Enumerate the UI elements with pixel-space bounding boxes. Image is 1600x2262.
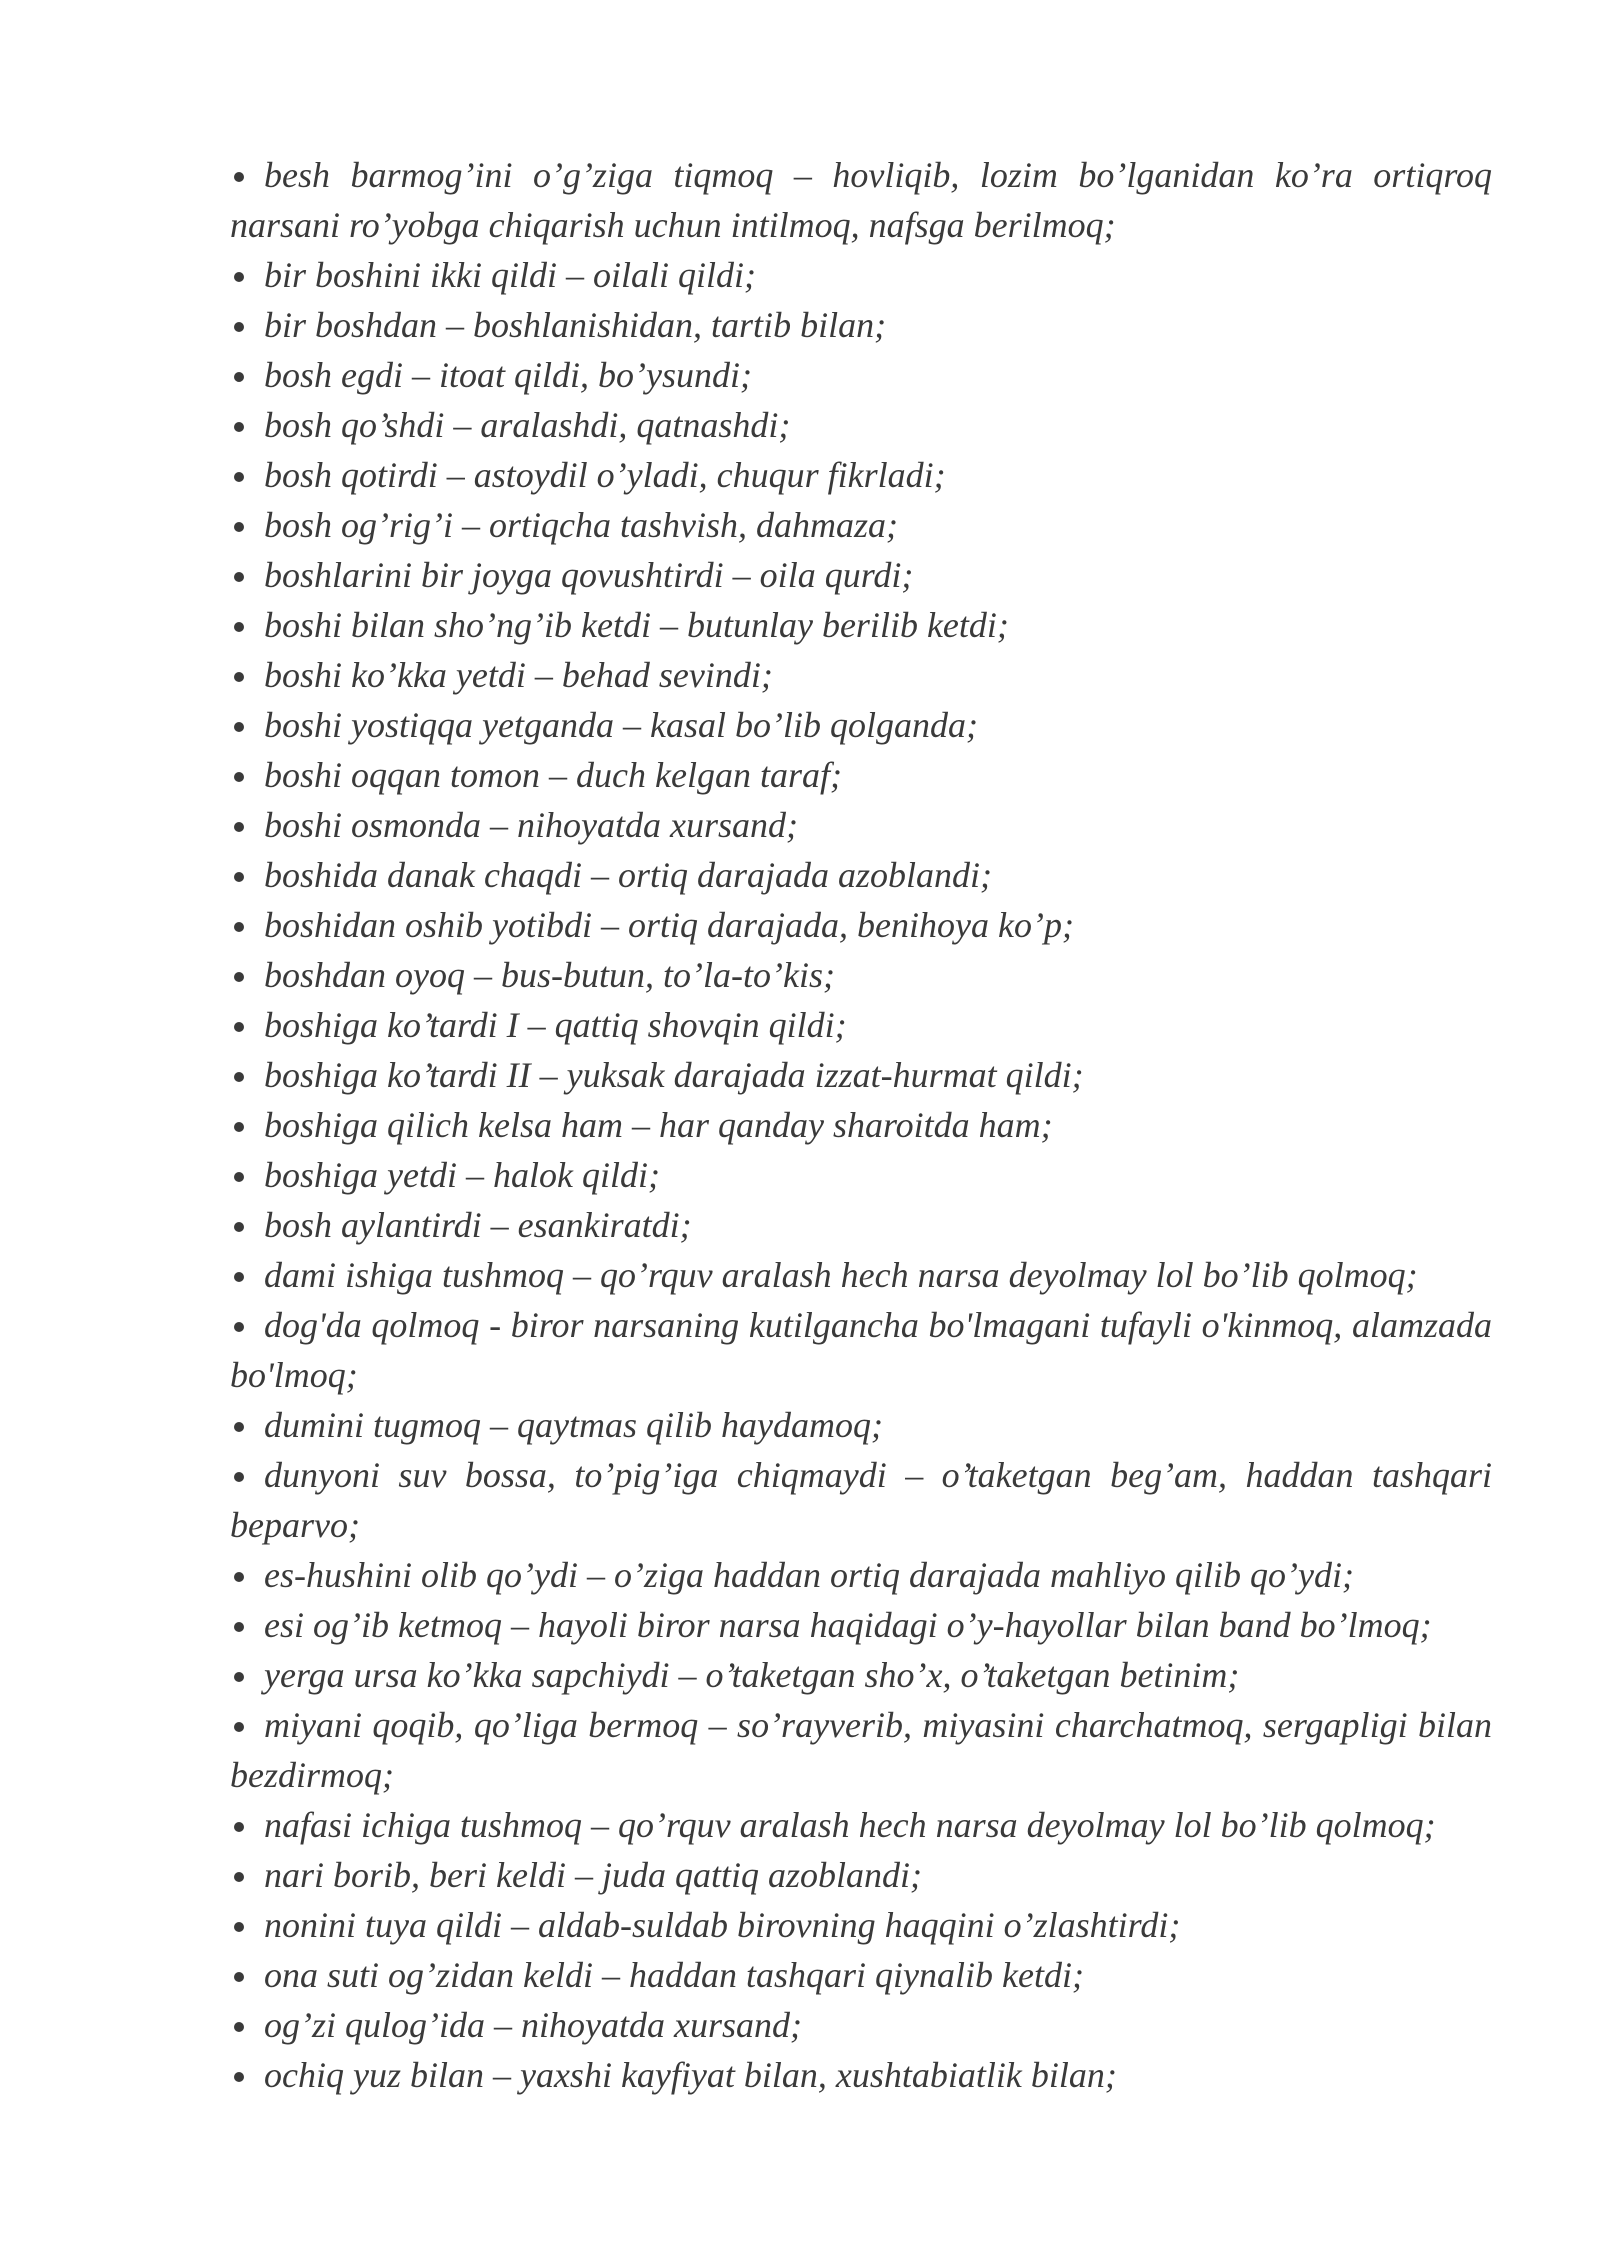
list-item-text: dumini tugmoq – qaytmas qilib haydamoq;: [264, 1405, 883, 1445]
list-item: [230, 500, 1492, 550]
bullet-icon: [234, 822, 244, 832]
list-item-text: bosh aylantirdi – esankiratdi;: [264, 1205, 692, 1245]
bullet-icon: [234, 1272, 244, 1282]
bullet-icon: [234, 622, 244, 632]
list-item-text: ochiq yuz bilan – yaxshi kayfiyat bilan, xushtabiatlik bilan;: [264, 2055, 1117, 2095]
list-item-text: boshida danak chaqdi – ortiq darajada azoblandi;: [264, 855, 992, 895]
bullet-icon: [234, 172, 244, 182]
list-item: [230, 650, 1492, 700]
list-item: [230, 1900, 1492, 1950]
list-item-text: esi og’ib ketmoq – hayoli biror narsa haqidagi o’y-hayollar bilan band bo’lmoq;: [264, 1605, 1432, 1645]
list-item-text: bosh qo’shdi – aralashdi, qatnashdi;: [264, 405, 791, 445]
bullet-icon: [234, 872, 244, 882]
list-item: [230, 400, 1492, 450]
bullet-icon: [234, 672, 244, 682]
list-item-text: besh barmog’ini o’g’ziga tiqmoq – hovliqib, lozim bo’lganidan ko’ra ortiqroq narsani ro’yobga chiqarish uchun intilmoq, nafsga berilmoq;: [230, 155, 1492, 245]
list-item: [230, 300, 1492, 350]
list-item-text: bosh egdi – itoat qildi, bo’ysundi;: [264, 355, 752, 395]
idiom-list: [230, 150, 1492, 2100]
list-item-text: boshiga qilich kelsa ham – har qanday sharoitda ham;: [264, 1105, 1053, 1145]
bullet-icon: [234, 522, 244, 532]
list-item: [230, 2050, 1492, 2100]
bullet-icon: [234, 1672, 244, 1682]
list-item: [230, 1700, 1492, 1800]
list-item-text: boshiga ko’tardi I – qattiq shovqin qildi;: [264, 1005, 847, 1045]
bullet-icon: [234, 2072, 244, 2082]
list-item: [230, 350, 1492, 400]
list-item: [230, 250, 1492, 300]
list-item-text: boshlarini bir joyga qovushtirdi – oila qurdi;: [264, 555, 914, 595]
list-item: [230, 1850, 1492, 1900]
bullet-icon: [234, 1122, 244, 1132]
list-item: [230, 1000, 1492, 1050]
list-item: [230, 550, 1492, 600]
list-item-text: boshiga ko’tardi II – yuksak darajada izzat-hurmat qildi;: [264, 1055, 1084, 1095]
bullet-icon: [234, 922, 244, 932]
list-item: [230, 1150, 1492, 1200]
list-item: [230, 1300, 1492, 1400]
bullet-icon: [234, 372, 244, 382]
list-item-text: nonini tuya qildi – aldab-suldab birovning haqqini o’zlashtirdi;: [264, 1905, 1181, 1945]
list-item: [230, 950, 1492, 1000]
bullet-icon: [234, 1022, 244, 1032]
bullet-icon: [234, 1172, 244, 1182]
list-item-text: og’zi qulog’ida – nihoyatda xursand;: [264, 2005, 802, 2045]
list-item-text: ona suti og’zidan keldi – haddan tashqari qiynalib ketdi;: [264, 1955, 1084, 1995]
bullet-icon: [234, 1072, 244, 1082]
list-item-text: dunyoni suv bossa, to’pig’iga chiqmaydi – o’taketgan beg’am, haddan tashqari beparvo;: [230, 1455, 1492, 1545]
bullet-icon: [234, 722, 244, 732]
list-item-text: yerga ursa ko’kka sapchiydi – o’taketgan sho’x, o’taketgan betinim;: [264, 1655, 1240, 1695]
list-item: [230, 1100, 1492, 1150]
list-item-text: boshidan oshib yotibdi – ortiq darajada, benihoya ko’p;: [264, 905, 1074, 945]
list-item: [230, 700, 1492, 750]
list-item-text: dog'da qolmoq - biror narsaning kutilgancha bo'lmagani tufayli o'kinmoq, alamzada bo'lmoq;: [230, 1305, 1492, 1395]
list-item: [230, 900, 1492, 950]
list-item: [230, 600, 1492, 650]
list-item-text: nari borib, beri keldi – juda qattiq azoblandi;: [264, 1855, 922, 1895]
bullet-icon: [234, 272, 244, 282]
list-item: [230, 1250, 1492, 1300]
list-item: [230, 1400, 1492, 1450]
bullet-icon: [234, 1572, 244, 1582]
list-item: [230, 1800, 1492, 1850]
bullet-icon: [234, 322, 244, 332]
bullet-icon: [234, 1472, 244, 1482]
list-item-text: bir boshdan – boshlanishidan, tartib bilan;: [264, 305, 887, 345]
list-item-text: boshi yostiqqa yetganda – kasal bo’lib qolganda;: [264, 705, 978, 745]
list-item: [230, 750, 1492, 800]
bullet-icon: [234, 1972, 244, 1982]
list-item: [230, 150, 1492, 250]
bullet-icon: [234, 1822, 244, 1832]
list-item-text: boshiga yetdi – halok qildi;: [264, 1155, 660, 1195]
list-item: [230, 1650, 1492, 1700]
list-item-text: boshdan oyoq – bus-butun, to’la-to’kis;: [264, 955, 835, 995]
list-item-text: nafasi ichiga tushmoq – qo’rquv aralash hech narsa deyolmay lol bo’lib qolmoq;: [264, 1805, 1436, 1845]
list-item: [230, 800, 1492, 850]
bullet-icon: [234, 1922, 244, 1932]
bullet-icon: [234, 1222, 244, 1232]
list-item-text: boshi bilan sho’ng’ib ketdi – butunlay berilib ketdi;: [264, 605, 1009, 645]
bullet-icon: [234, 472, 244, 482]
bullet-icon: [234, 1722, 244, 1732]
list-item-text: boshi oqqan tomon – duch kelgan taraf;: [264, 755, 842, 795]
list-item: [230, 1550, 1492, 1600]
bullet-icon: [234, 1422, 244, 1432]
list-item: [230, 2000, 1492, 2050]
list-item-text: es-hushini olib qo’ydi – o’ziga haddan ortiq darajada mahliyo qilib qo’ydi;: [264, 1555, 1354, 1595]
list-item-text: boshi ko’kka yetdi – behad sevindi;: [264, 655, 773, 695]
list-item: [230, 1200, 1492, 1250]
bullet-icon: [234, 422, 244, 432]
bullet-icon: [234, 772, 244, 782]
list-item: [230, 1600, 1492, 1650]
list-item-text: miyani qoqib, qo’liga bermoq – so’rayverib, miyasini charchatmoq, sergapligi bilan bezdirmoq;: [230, 1705, 1492, 1795]
list-item-text: dami ishiga tushmoq – qo’rquv aralash hech narsa deyolmay lol bo’lib qolmoq;: [264, 1255, 1418, 1295]
list-item-text: boshi osmonda – nihoyatda xursand;: [264, 805, 798, 845]
list-item: [230, 1050, 1492, 1100]
list-item: [230, 850, 1492, 900]
bullet-icon: [234, 1622, 244, 1632]
bullet-icon: [234, 2022, 244, 2032]
list-item-text: bosh qotirdi – astoydil o’yladi, chuqur fikrladi;: [264, 455, 946, 495]
list-item-text: bir boshini ikki qildi – oilali qildi;: [264, 255, 756, 295]
list-item-text: bosh og’rig’i – ortiqcha tashvish, dahmaza;: [264, 505, 898, 545]
bullet-icon: [234, 972, 244, 982]
bullet-icon: [234, 1322, 244, 1332]
bullet-icon: [234, 1872, 244, 1882]
bullet-icon: [234, 572, 244, 582]
list-item: [230, 1950, 1492, 2000]
list-item: [230, 1450, 1492, 1550]
list-item: [230, 450, 1492, 500]
